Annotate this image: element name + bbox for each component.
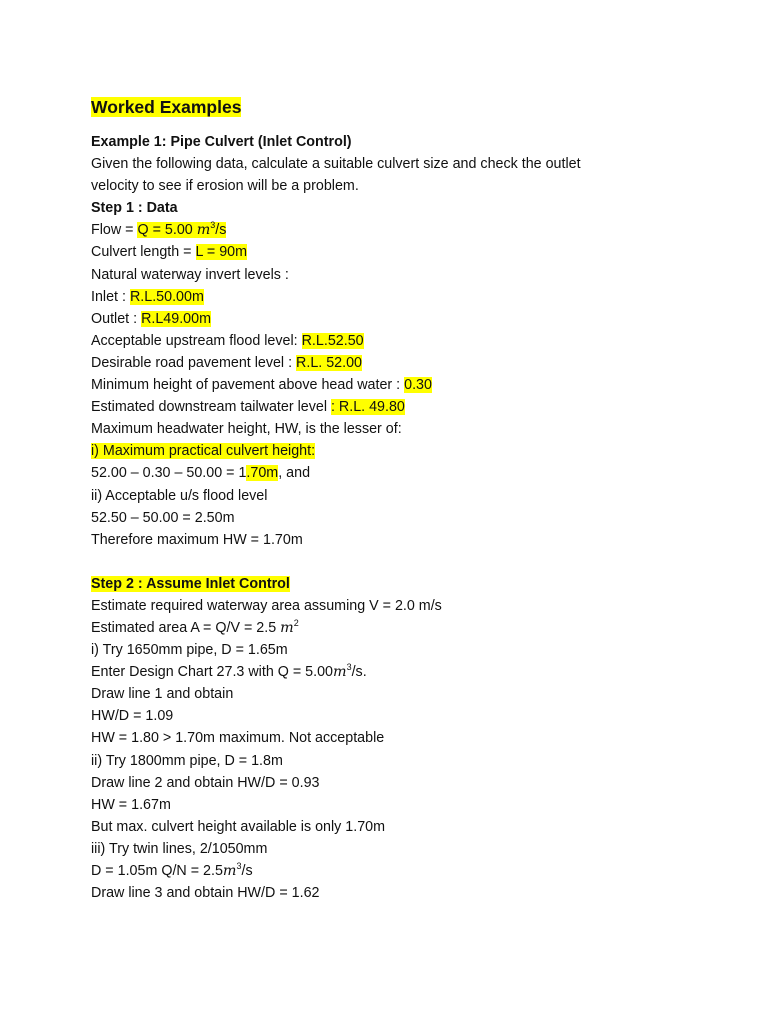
flow-label: Flow = xyxy=(91,222,138,239)
step2-heading xyxy=(91,573,751,595)
flow-value xyxy=(137,222,226,238)
length-label: Culvert length = xyxy=(91,244,196,261)
chart-unit-exp: 3 xyxy=(346,662,352,673)
step2-line-12: iii) Try twin lines, 2/1050mm xyxy=(91,840,268,857)
area-unit-exp: 2 xyxy=(293,617,299,628)
calc2-line: 52.50 – 50.00 = 2.50m xyxy=(91,509,235,526)
step2-heading-highlight: Step 2 : Assume Inlet Control xyxy=(91,575,290,592)
outlet-value: R.L49.00m xyxy=(141,310,211,327)
step2-line-5: Draw line 1 and obtain xyxy=(91,686,234,703)
chart-unit-m: m xyxy=(333,664,347,681)
outlet-label: Outlet : xyxy=(91,310,142,327)
document-content xyxy=(91,95,751,904)
option2-line: ii) Acceptable u/s flood level xyxy=(91,487,268,504)
length-line xyxy=(91,241,751,263)
chart-unit-tail: /s. xyxy=(351,664,367,681)
inlet-line xyxy=(91,286,751,308)
step2-line-8: ii) Try 1800mm pipe, D = 1.8m xyxy=(91,752,283,769)
pavement-value: R.L. 52.00 xyxy=(296,354,363,371)
pavement-label: Desirable road pavement level : xyxy=(91,354,297,371)
flood-value: R.L.52.50 xyxy=(301,332,364,349)
area-unit-m: m xyxy=(280,619,294,636)
calc1-highlight: .70m xyxy=(246,465,279,482)
intro-line-2: velocity to see if erosion will be a problem. xyxy=(91,178,359,195)
calc1-pre: 52.00 – 0.30 – 50.00 = 1 xyxy=(91,465,247,482)
min-height-line xyxy=(91,374,751,396)
inlet-label: Inlet : xyxy=(91,288,130,305)
area-text: Estimated area A = Q/V = 2.5 xyxy=(91,619,281,636)
twin-unit-exp: 3 xyxy=(236,861,242,871)
tailwater-value: : R.L. 49.80 xyxy=(330,399,405,416)
step2-line-10: HW = 1.67m xyxy=(91,796,171,813)
flow-unit-m: m xyxy=(196,222,211,239)
outlet-line xyxy=(91,308,751,330)
step2-line-6: HW/D = 1.09 xyxy=(91,708,174,725)
option1-line xyxy=(91,440,751,462)
tailwater-label: Estimated downstream tailwater level xyxy=(91,399,331,416)
step2-line-9: Draw line 2 and obtain HW/D = 0.93 xyxy=(91,774,320,791)
twin-text: D = 1.05m Q/N = 2.5 xyxy=(91,863,223,879)
twin-unit-tail: /s xyxy=(241,863,253,879)
flow-unit-exp: 3 xyxy=(210,220,216,231)
min-height-label: Minimum height of pavement above head water : xyxy=(91,377,405,394)
example1-heading: Example 1: Pipe Culvert (Inlet Control) xyxy=(91,134,352,150)
step2-line-2 xyxy=(91,617,751,639)
flow-unit-tail: /s xyxy=(215,222,227,239)
step2-line-11: But max. culvert height available is only 1.70m xyxy=(91,818,386,835)
step2-line-14: Draw line 3 and obtain HW/D = 1.62 xyxy=(91,885,320,902)
twin-unit-m: m xyxy=(222,863,237,879)
flow-line xyxy=(91,219,751,241)
step2-line-1: Estimate required waterway area assuming V = 2.0 m/s xyxy=(91,597,442,614)
step2-line-13 xyxy=(91,860,751,882)
intro-line-1: Given the following data, calculate a suitable culvert size and check the outlet xyxy=(91,156,581,173)
calc1-post: , and xyxy=(278,465,311,482)
step1-conclusion: Therefore maximum HW = 1.70m xyxy=(91,531,303,548)
step2-line-4 xyxy=(91,661,751,683)
pavement-level-line xyxy=(91,352,751,374)
length-value: L = 90m xyxy=(195,244,248,261)
min-height-value: 0.30 xyxy=(404,377,432,394)
max-hw-heading: Maximum headwater height, HW, is the lesser of: xyxy=(91,421,402,438)
inlet-value: R.L.50.00m xyxy=(129,288,204,305)
page-title xyxy=(91,95,751,119)
flow-value-text: Q = 5.00 xyxy=(137,222,197,239)
option1-highlight: i) Maximum practical culvert height: xyxy=(91,443,316,460)
title-highlight: Worked Examples xyxy=(91,97,242,117)
chart-text: Enter Design Chart 27.3 with Q = 5.00 xyxy=(91,664,333,681)
flood-label: Acceptable upstream flood level: xyxy=(91,332,302,349)
calc1-line xyxy=(91,462,751,484)
invert-heading: Natural waterway invert levels : xyxy=(91,266,289,283)
step2-line-7: HW = 1.80 > 1.70m maximum. Not acceptable xyxy=(91,730,385,747)
step1-heading: Step 1 : Data xyxy=(91,200,178,217)
flood-level-line xyxy=(91,330,751,352)
tailwater-line xyxy=(91,396,751,418)
step2-line-3: i) Try 1650mm pipe, D = 1.65m xyxy=(91,642,288,659)
spacer xyxy=(91,551,751,573)
